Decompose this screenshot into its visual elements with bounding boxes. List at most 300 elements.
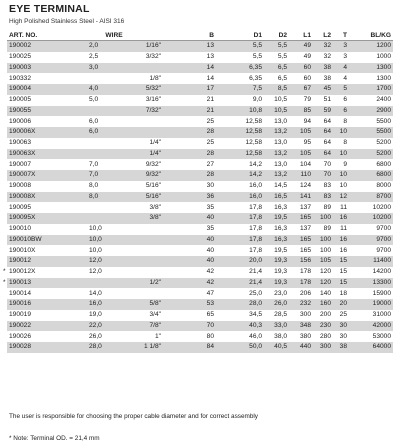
- table-row: [7, 213, 393, 224]
- col-header-d1: D1: [216, 30, 264, 41]
- col-header-l2: L2: [313, 30, 333, 41]
- table-row: [7, 235, 393, 246]
- table-row: [7, 256, 393, 267]
- table-cell: [65, 106, 113, 117]
- table-row: [7, 95, 393, 106]
- table-cell: [7, 299, 65, 310]
- table-cell: 1300: [376, 74, 391, 82]
- table-cell: [7, 331, 65, 342]
- table-cell: 10: [339, 182, 347, 190]
- table-cell: 137: [299, 203, 311, 211]
- table-cell: 2,0: [65, 41, 113, 52]
- table-cell: [113, 116, 163, 127]
- row-mark: *: [3, 268, 6, 276]
- art-no-text: 190022: [9, 321, 32, 329]
- table-cell: 13,0: [274, 117, 287, 125]
- table-cell: 13,0: [274, 160, 287, 168]
- table-cell: [7, 127, 65, 138]
- art-no-text: 190063X: [9, 149, 36, 157]
- table-cell: [113, 245, 163, 256]
- table-cell: 95: [303, 139, 311, 147]
- table-cell: 104: [299, 160, 311, 168]
- table-cell: 30: [333, 321, 349, 332]
- table-cell: 11: [340, 203, 347, 211]
- table-cell: 100: [319, 246, 331, 254]
- table-cell: 19000: [349, 299, 393, 310]
- table-cell: 80: [206, 332, 214, 340]
- table-cell: 14: [163, 63, 216, 74]
- table-cell: 206: [299, 289, 311, 297]
- table-cell: 11: [340, 225, 347, 233]
- art-no-text: 190332: [9, 74, 32, 82]
- art-no-text: 190063: [9, 139, 32, 147]
- table-cell: 11400: [349, 256, 393, 267]
- table-cell: 49: [289, 41, 313, 52]
- table-cell: 16: [333, 235, 349, 246]
- table-row: [7, 84, 393, 95]
- table-cell: 70: [313, 170, 333, 181]
- table-cell: [113, 63, 163, 74]
- table-cell: 21: [206, 96, 214, 104]
- table-cell: 9700: [376, 246, 391, 254]
- table-cell: 38: [333, 342, 349, 353]
- table-row: [7, 224, 393, 235]
- table-cell: [7, 106, 65, 117]
- table-cell: 6800: [376, 160, 391, 168]
- table-cell: 440: [289, 342, 313, 353]
- page-subtitle: High Polished Stainless Steel - AISI 316: [9, 18, 125, 25]
- table-cell: 165: [289, 235, 313, 246]
- table-cell: 26,0: [264, 299, 289, 310]
- art-no-text: 190013: [9, 278, 32, 286]
- table-cell: 13: [163, 41, 216, 52]
- table-cell: 40,3: [216, 321, 264, 332]
- table-cell: 6,0: [65, 127, 113, 138]
- table-cell: [7, 138, 65, 149]
- table-cell: 300: [299, 311, 311, 319]
- table-cell: 6: [343, 96, 347, 104]
- table-cell: 5/8": [113, 299, 163, 310]
- art-no-text: 190019: [9, 311, 32, 319]
- table-cell: 32: [313, 41, 333, 52]
- table-cell: 12,58: [245, 117, 262, 125]
- table-cell: 38,0: [274, 332, 287, 340]
- table-cell: 7,5: [216, 84, 264, 95]
- art-no-text: 190010BW: [9, 235, 42, 243]
- table-cell: 7,0: [89, 160, 99, 168]
- table-cell: 4: [343, 74, 347, 82]
- table-cell: 3/4": [149, 311, 161, 319]
- table-cell: 6,35: [249, 74, 262, 82]
- art-no-text: 190026: [9, 332, 32, 340]
- table-cell: 5/32": [113, 84, 163, 95]
- table-row: [7, 278, 393, 289]
- table-cell: 8700: [349, 192, 393, 203]
- table-row: [7, 321, 393, 332]
- col-header-l1: L1: [289, 30, 313, 41]
- table-row: [7, 342, 393, 353]
- table-cell: 10200: [349, 213, 393, 224]
- table-cell: 19,3: [264, 278, 289, 289]
- table-row: [7, 138, 393, 149]
- art-no-text: 190028: [9, 343, 32, 351]
- table-cell: 120: [319, 268, 331, 276]
- table-cell: [7, 52, 65, 63]
- table-cell: 2900: [349, 106, 393, 117]
- table-cell: 4: [333, 63, 349, 74]
- table-cell: 13,2: [264, 170, 289, 181]
- table-cell: 22,0: [65, 321, 113, 332]
- table-cell: 15: [339, 268, 347, 276]
- table-cell: 178: [299, 268, 311, 276]
- table-cell: 40: [206, 246, 214, 254]
- table-cell: 26,0: [89, 332, 102, 340]
- table-cell: 64: [313, 149, 333, 160]
- table-cell: 17,8: [249, 203, 262, 211]
- table-cell: 124: [299, 182, 311, 190]
- table-cell: 30: [206, 182, 214, 190]
- table-cell: 14,2: [216, 170, 264, 181]
- table-cell: 10200: [372, 203, 391, 211]
- table-cell: 140: [319, 289, 331, 297]
- table-cell: 105: [289, 149, 313, 160]
- table-cell: 15: [333, 256, 349, 267]
- table-cell: 17,8: [216, 235, 264, 246]
- table-cell: [113, 288, 163, 299]
- art-no-text: 190004: [9, 85, 32, 93]
- table-cell: 10,5: [264, 106, 289, 117]
- table-row: [7, 267, 393, 278]
- table-cell: [65, 73, 113, 84]
- table-cell: 9/32": [113, 170, 163, 181]
- table-cell: 5200: [349, 149, 393, 160]
- table-cell: 32: [323, 53, 331, 61]
- table-cell: 17,8: [216, 213, 264, 224]
- table-cell: 18: [339, 289, 347, 297]
- table-cell: 2,5: [89, 53, 99, 61]
- table-cell: 10,0: [89, 246, 102, 254]
- table-cell: 84: [163, 342, 216, 353]
- table-cell: 5: [333, 84, 349, 95]
- table-cell: [7, 181, 65, 192]
- responsibility-note: The user is responsible for choosing the proper cable diameter and for correct assembly: [9, 413, 259, 420]
- table-cell: 156: [289, 256, 313, 267]
- table-cell: 14,0: [89, 289, 102, 297]
- table-cell: 141: [289, 192, 313, 203]
- table-cell: [113, 224, 163, 235]
- art-no-text: 190014: [9, 289, 32, 297]
- table-cell: 34,5: [249, 311, 262, 319]
- table-cell: [113, 256, 163, 267]
- table-cell: 25: [206, 117, 214, 125]
- table-cell: 10: [333, 170, 349, 181]
- table-cell: 3/8": [113, 213, 163, 224]
- art-no-text: 190012X: [9, 268, 36, 276]
- table-cell: 65: [206, 311, 214, 319]
- table-row: [7, 170, 393, 181]
- table-cell: [7, 310, 65, 321]
- table-cell: 120: [313, 278, 333, 289]
- table-cell: 10: [333, 127, 349, 138]
- table-cell: 165: [299, 246, 311, 254]
- table-cell: 5500: [349, 127, 393, 138]
- table-cell: 16,3: [264, 235, 289, 246]
- table-cell: 64: [313, 127, 333, 138]
- table-cell: 3: [333, 41, 349, 52]
- table-cell: [7, 245, 65, 256]
- table-cell: 15900: [372, 289, 391, 297]
- table-cell: [65, 138, 113, 149]
- table-cell: 232: [289, 299, 313, 310]
- art-no-text: 190008: [9, 182, 32, 190]
- table-cell: 10: [333, 149, 349, 160]
- art-no-text: 190095: [9, 203, 32, 211]
- table-cell: [7, 288, 65, 299]
- table-row: [7, 192, 393, 203]
- table-cell: 70: [323, 160, 331, 168]
- table-row: [7, 116, 393, 127]
- table-cell: 8,0: [65, 192, 113, 203]
- art-no-text: 190005: [9, 96, 32, 104]
- art-no-text: 190003: [9, 63, 32, 71]
- table-cell: 3/32": [145, 53, 161, 61]
- eye-terminal-table: [3, 30, 393, 353]
- table-cell: 40: [163, 235, 216, 246]
- table-cell: 83: [313, 192, 333, 203]
- table-cell: 19,5: [274, 246, 287, 254]
- table-cell: 15: [333, 278, 349, 289]
- table-cell: 12,58: [216, 149, 264, 160]
- table-cell: 200: [319, 311, 331, 319]
- table-cell: 38: [313, 63, 333, 74]
- table-row: [7, 52, 393, 63]
- table-cell: 28: [163, 149, 216, 160]
- table-cell: [7, 73, 65, 84]
- table-cell: [65, 149, 113, 160]
- table-cell: [7, 95, 65, 106]
- table-cell: 17,8: [249, 225, 262, 233]
- col-header-art-no: ART. NO.: [7, 30, 65, 41]
- table-cell: 1700: [349, 84, 393, 95]
- table-row: [7, 245, 393, 256]
- table-cell: [113, 267, 163, 278]
- table-row: [7, 63, 393, 74]
- art-no-text: 190095X: [9, 214, 36, 222]
- table-cell: 6800: [349, 170, 393, 181]
- table-cell: 19,3: [274, 268, 287, 276]
- table-cell: 1": [154, 332, 161, 340]
- table-cell: 60: [303, 74, 311, 82]
- table-row: [7, 127, 393, 138]
- table-cell: 28,0: [65, 342, 113, 353]
- col-header-t: T: [333, 30, 349, 41]
- table-cell: 105: [289, 127, 313, 138]
- table-cell: [7, 170, 65, 181]
- table-cell: 28: [163, 170, 216, 181]
- table-cell: 1/4": [113, 149, 163, 160]
- table-cell: 1300: [349, 63, 393, 74]
- table-cell: 165: [289, 213, 313, 224]
- table-cell: 9/32": [145, 160, 161, 168]
- table-cell: 12,58: [216, 127, 264, 138]
- table-cell: 1/4": [149, 139, 161, 147]
- table-cell: [7, 202, 65, 213]
- table-cell: 36: [163, 192, 216, 203]
- table-cell: 230: [313, 321, 333, 332]
- table-cell: 300: [313, 342, 333, 353]
- table-cell: [65, 278, 113, 289]
- table-cell: 7/32": [113, 106, 163, 117]
- table-cell: 40: [163, 256, 216, 267]
- table-cell: 14,2: [249, 160, 262, 168]
- table-cell: 79: [303, 96, 311, 104]
- table-cell: 1200: [349, 41, 393, 52]
- table-cell: 50,0: [216, 342, 264, 353]
- table-row: [7, 331, 393, 342]
- table-cell: 40,5: [264, 342, 289, 353]
- table-cell: 45: [313, 84, 333, 95]
- table-cell: 16: [333, 213, 349, 224]
- table-cell: 2400: [376, 96, 391, 104]
- table-row: [7, 288, 393, 299]
- table-cell: 6,35: [216, 63, 264, 74]
- table-cell: 10,8: [216, 106, 264, 117]
- table-cell: 83: [323, 182, 331, 190]
- table-row: [7, 299, 393, 310]
- table-cell: 3,0: [65, 63, 113, 74]
- table-row: [7, 202, 393, 213]
- table-cell: 85: [289, 106, 313, 117]
- table-cell: 12,0: [65, 256, 113, 267]
- table-cell: 6,5: [277, 74, 287, 82]
- table-cell: 28,5: [274, 311, 287, 319]
- table-cell: 6: [333, 106, 349, 117]
- table-cell: 17: [163, 84, 216, 95]
- table-cell: 49: [303, 53, 311, 61]
- table-cell: 6,0: [89, 117, 99, 125]
- table-cell: 5,5: [264, 41, 289, 52]
- table-cell: [65, 202, 113, 213]
- table-cell: 35: [206, 203, 214, 211]
- art-no-text: 190016: [9, 300, 32, 308]
- table-cell: 100: [313, 235, 333, 246]
- table-cell: 5500: [376, 117, 391, 125]
- table-cell: 1000: [376, 53, 391, 61]
- table-cell: 1/2": [113, 278, 163, 289]
- table-cell: 25,0: [249, 289, 262, 297]
- table-cell: 51: [323, 96, 331, 104]
- table-cell: 5/16": [145, 182, 161, 190]
- table-cell: 89: [323, 225, 331, 233]
- table-cell: 10,0: [65, 235, 113, 246]
- table-cell: 21,4: [216, 278, 264, 289]
- art-no-text: 190025: [9, 53, 32, 61]
- table-row: [7, 149, 393, 160]
- table-cell: 94: [303, 117, 311, 125]
- table-cell: 53000: [372, 332, 391, 340]
- table-cell: 12,0: [89, 268, 102, 276]
- table-row: [7, 41, 393, 52]
- table-cell: 1/16": [113, 41, 163, 52]
- table-body: [3, 41, 393, 353]
- table-cell: 16,0: [249, 182, 262, 190]
- table-cell: 64: [323, 139, 331, 147]
- table-cell: 64000: [349, 342, 393, 353]
- table-cell: 35: [206, 225, 214, 233]
- table-cell: 1/8": [149, 74, 161, 82]
- table-cell: 42000: [349, 321, 393, 332]
- table-cell: [7, 256, 65, 267]
- page-title: EYE TERMINAL: [9, 3, 90, 15]
- art-no-text: 190007X: [9, 171, 36, 179]
- art-no-text: 190010X: [9, 246, 36, 254]
- table-cell: 9700: [349, 235, 393, 246]
- table-cell: 10,0: [89, 225, 102, 233]
- table-cell: 12,58: [245, 139, 262, 147]
- table-cell: 380: [299, 332, 311, 340]
- table-cell: 67: [289, 84, 313, 95]
- table-cell: 100: [313, 213, 333, 224]
- table-cell: 280: [319, 332, 331, 340]
- table-header-row: [7, 30, 393, 41]
- table-cell: 8: [343, 139, 347, 147]
- table-cell: 9: [343, 160, 347, 168]
- table-cell: 28: [163, 127, 216, 138]
- table-row: [7, 181, 393, 192]
- table-cell: 13,2: [264, 127, 289, 138]
- table-cell: 105: [313, 256, 333, 267]
- table-cell: 33,0: [264, 321, 289, 332]
- table-cell: 20,0: [216, 256, 264, 267]
- table-cell: [7, 342, 65, 353]
- table-cell: 16: [339, 246, 347, 254]
- table-cell: 16,0: [216, 192, 264, 203]
- table-cell: 3/8": [149, 203, 161, 211]
- table-cell: 28,0: [216, 299, 264, 310]
- table-cell: 10,5: [274, 96, 287, 104]
- table-cell: 12: [333, 192, 349, 203]
- table-cell: 5,5: [216, 41, 264, 52]
- table-cell: 47: [206, 289, 214, 297]
- table-cell: 30: [339, 332, 347, 340]
- table-cell: 1 1/8": [113, 342, 163, 353]
- table-cell: 64: [323, 117, 331, 125]
- table-cell: 25: [206, 139, 214, 147]
- table-cell: 42: [163, 278, 216, 289]
- table-cell: 5,5: [252, 53, 262, 61]
- table-cell: 60: [289, 63, 313, 74]
- table-cell: 40: [163, 213, 216, 224]
- art-no-text: 190008X: [9, 192, 36, 200]
- table-cell: 8,0: [89, 182, 99, 190]
- table-cell: 5/16": [113, 192, 163, 203]
- table-cell: 348: [289, 321, 313, 332]
- table-cell: 14200: [372, 268, 391, 276]
- art-no-text: 190010: [9, 225, 32, 233]
- table-cell: 25: [339, 311, 347, 319]
- table-cell: [7, 41, 65, 52]
- row-mark: *: [3, 278, 6, 286]
- table-cell: 16,0: [65, 299, 113, 310]
- table-cell: 21: [163, 106, 216, 117]
- col-header-d2: D2: [264, 30, 289, 41]
- art-no-text: 190002: [9, 42, 32, 50]
- terminal-od-note: * Note: Terminal OD. = 21,4 mm: [9, 435, 100, 442]
- table-cell: 23,0: [274, 289, 287, 297]
- table-cell: 16,3: [274, 203, 287, 211]
- table-cell: 19,5: [264, 213, 289, 224]
- table-cell: 14,5: [274, 182, 287, 190]
